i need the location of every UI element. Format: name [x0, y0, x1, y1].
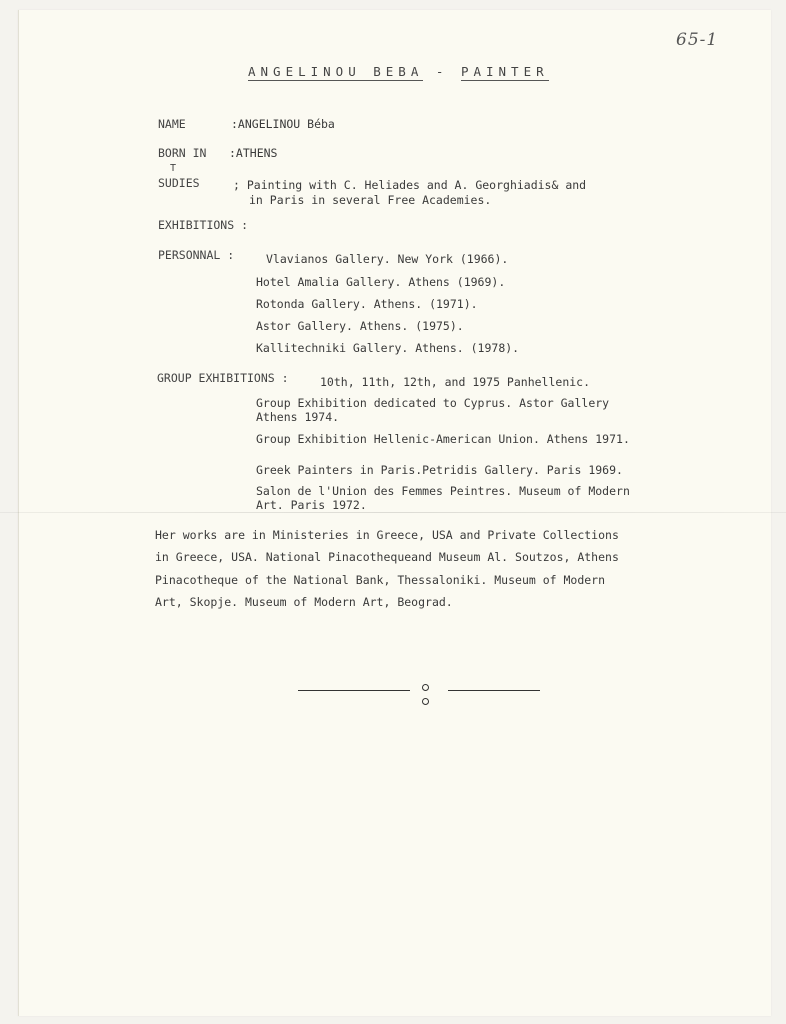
name-label: NAME	[158, 117, 186, 131]
personnal-item: Astor Gallery. Athens. (1975).	[256, 319, 464, 333]
group-item: Group Exhibition dedicated to Cyprus. Astor Gallery	[256, 396, 610, 410]
divider-line-left	[298, 690, 410, 691]
personnal-item: Hotel Amalia Gallery. Athens (1969).	[256, 275, 506, 289]
group-item: Salon de l'Union des Femmes Peintres. Museum of Modern	[256, 484, 630, 498]
personnal-item: Kallitechniki Gallery. Athens. (1978).	[256, 341, 520, 355]
born-value: :ATHENS	[229, 146, 278, 160]
document-title	[248, 64, 549, 79]
collections-line: Her works are in Ministeries in Greece, USA and Private Collections	[155, 528, 619, 542]
collections-line: Art, Skopje. Museum of Modern Art, Beograd.	[155, 595, 453, 609]
studies-label: SUDIES	[158, 176, 200, 190]
studies-correction-mark: T	[170, 163, 177, 174]
group-item: 10th, 11th, 12th, and 1975 Panhellenic.	[320, 375, 591, 389]
personnal-item: Vlavianos Gallery. New York (1966).	[266, 252, 509, 266]
title-name: ANGELINOU BEBA	[248, 64, 424, 79]
page-fold-line	[0, 512, 786, 513]
collections-line: Pinacotheque of the National Bank, Thessaloniki. Museum of Modern	[155, 573, 606, 587]
exhibitions-heading: EXHIBITIONS :	[158, 218, 249, 232]
title-dash: -	[435, 64, 449, 79]
name-value: :ANGELINOU Béba	[231, 117, 335, 131]
divider-ring-bottom	[422, 698, 429, 705]
personnal-label: PERSONNAL :	[158, 248, 235, 262]
handwritten-note: 65-1	[676, 30, 719, 50]
divider-line-right	[448, 690, 540, 691]
typed-page	[18, 10, 771, 1016]
born-label: BORN IN	[158, 146, 207, 160]
group-item: Art. Paris 1972.	[256, 498, 367, 512]
title-profession: PAINTER	[460, 64, 549, 79]
studies-line-1: ; Painting with C. Heliades and A. Georghiadis& and	[233, 178, 587, 192]
group-item: Greek Painters in Paris.Petridis Gallery. Paris 1969.	[256, 463, 623, 477]
personnal-item: Rotonda Gallery. Athens. (1971).	[256, 297, 478, 311]
divider-ring-top	[422, 684, 429, 691]
group-item: Athens 1974.	[256, 410, 340, 424]
group-item: Group Exhibition Hellenic-American Union. Athens 1971.	[256, 432, 630, 446]
group-exhibitions-label: GROUP EXHIBITIONS :	[157, 371, 289, 385]
collections-line: in Greece, USA. National Pinacothequeand Museum Al. Soutzos, Athens	[155, 550, 619, 564]
studies-line-2: in Paris in several Free Academies.	[249, 193, 492, 207]
